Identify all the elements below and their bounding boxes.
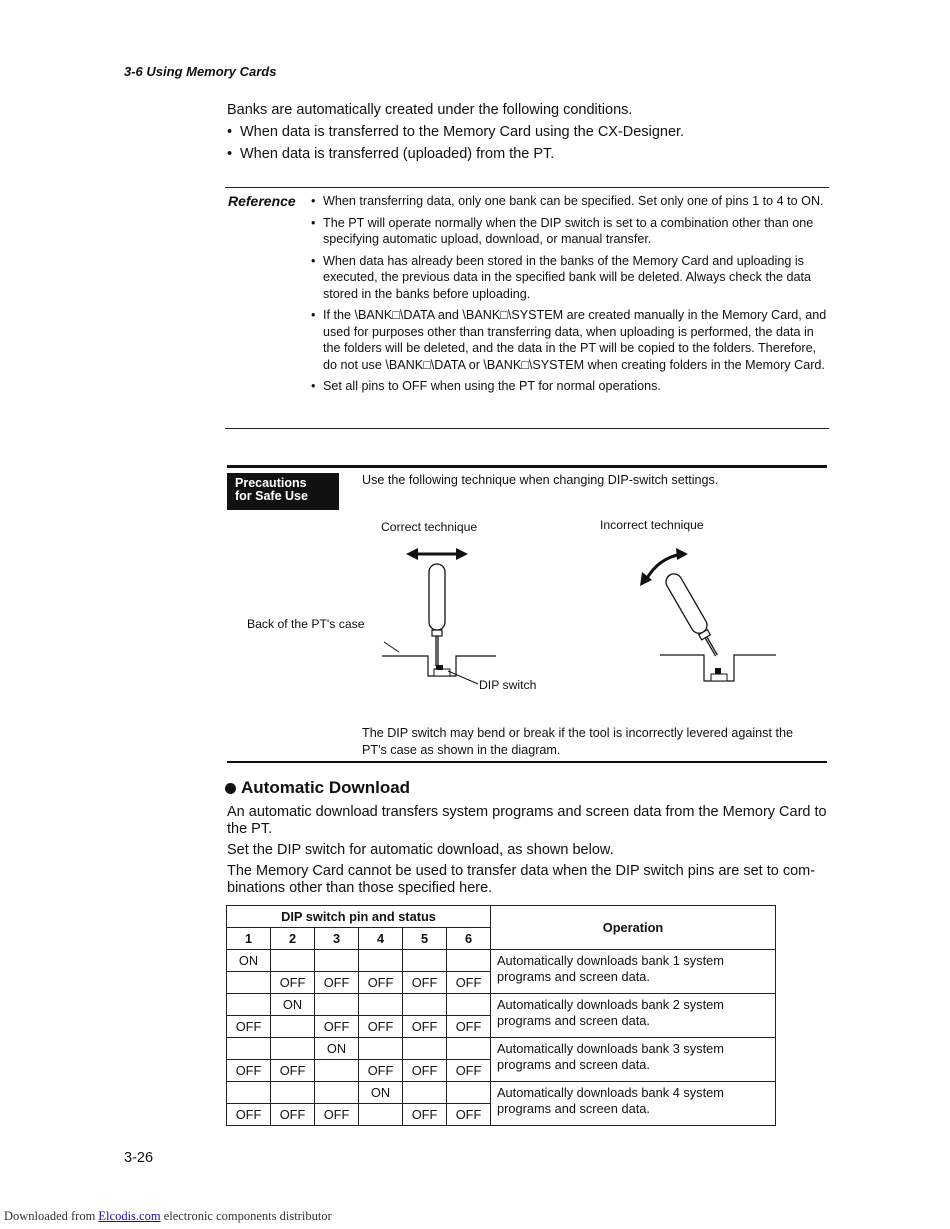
operation-cell: Automatically downloads bank 3 system programs and screen data.: [491, 1038, 776, 1082]
intro-section: [227, 102, 827, 168]
footer-link[interactable]: Elcodis.com: [98, 1209, 161, 1223]
pin-cell: [447, 994, 491, 1016]
pin-cell: ON: [359, 1082, 403, 1104]
pin-cell: ON: [227, 950, 271, 972]
pin-cell: [227, 972, 271, 994]
reference-list: [311, 193, 827, 400]
pin-cell: OFF: [447, 972, 491, 994]
pin-cell: OFF: [271, 1104, 315, 1126]
reference-item: • When data has already been stored in the banks of the Memory Card and uploading is executed, the previous data in the specified bank will be deleted. Always check the data stored in the banks before uploading.: [311, 253, 827, 303]
pin-cell: OFF: [447, 1060, 491, 1082]
pin-cell: [403, 950, 447, 972]
switch-leader-line: [448, 671, 478, 684]
pin-cell: [447, 1082, 491, 1104]
page-number: 3-26: [124, 1150, 154, 1166]
pin-cell: OFF: [447, 1016, 491, 1038]
pin-header: 6: [447, 928, 491, 950]
operation-cell: Automatically downloads bank 1 system programs and screen data.: [491, 950, 776, 994]
pin-cell: [359, 994, 403, 1016]
precautions-label-line2: for Safe Use: [235, 489, 308, 503]
automatic-download-text: [227, 804, 827, 901]
pin-cell: OFF: [359, 972, 403, 994]
screwdriver-icon: [429, 564, 445, 666]
pin-cell: OFF: [315, 972, 359, 994]
pin-cell: OFF: [403, 1060, 447, 1082]
precautions-bottom-rule: [227, 761, 827, 763]
pin-cell: ON: [315, 1038, 359, 1060]
reference-label: Reference: [228, 193, 296, 209]
group-header: DIP switch pin and status: [227, 906, 491, 928]
automatic-download-title: Automatic Download: [241, 778, 411, 797]
pin-header: 2: [271, 928, 315, 950]
pin-cell: OFF: [271, 972, 315, 994]
auto-paragraph: The Memory Card cannot be used to transfer data when the DIP switch pins are set to com-binations other than those specified here.: [227, 863, 816, 896]
pin-cell: OFF: [403, 1104, 447, 1126]
pin-cell: [359, 1104, 403, 1126]
pin-cell: [315, 950, 359, 972]
bullet-dot-icon: [225, 783, 236, 794]
dip-switch-icon: [434, 665, 450, 676]
intro-bullet: • When data is transferred (uploaded) from the PT.: [227, 146, 827, 163]
pin-cell: OFF: [227, 1016, 271, 1038]
dip-switch-table: [226, 905, 776, 1126]
horizontal-arrow-icon: [406, 548, 468, 560]
pin-header: 3: [315, 928, 359, 950]
table-row: [227, 1038, 776, 1060]
download-footer: [4, 1209, 332, 1224]
pin-cell: [227, 994, 271, 1016]
precautions-intro: Use the following technique when changing DIP-switch settings.: [362, 473, 719, 487]
reference-item: • Set all pins to OFF when using the PT for normal operations.: [311, 378, 827, 395]
case-leader-line: [384, 642, 399, 652]
table-row: [227, 1082, 776, 1104]
footer-prefix: Downloaded from: [4, 1209, 96, 1223]
automatic-download-heading: [225, 778, 410, 798]
reference-box: [225, 187, 829, 429]
table-header-row: [227, 906, 776, 928]
correct-technique-caption: Correct technique: [381, 520, 478, 534]
pin-cell: [447, 1038, 491, 1060]
pin-cell: OFF: [227, 1104, 271, 1126]
operation-cell: Automatically downloads bank 2 system programs and screen data.: [491, 994, 776, 1038]
pin-cell: OFF: [359, 1060, 403, 1082]
case-caption: Back of the PT's case: [247, 617, 365, 631]
pin-cell: [315, 994, 359, 1016]
correct-technique-diagram: [370, 540, 510, 690]
operation-cell: Automatically downloads bank 4 system programs and screen data.: [491, 1082, 776, 1126]
reference-item: • When transferring data, only one bank can be specified. Set only one of pins 1 to 4 to ON.: [311, 193, 827, 210]
tilted-screwdriver-icon: [663, 571, 723, 660]
intro-lead: Banks are automatically created under the following conditions.: [227, 102, 633, 118]
pin-cell: OFF: [315, 1016, 359, 1038]
pin-cell: OFF: [447, 1104, 491, 1126]
pin-header: 1: [227, 928, 271, 950]
pin-cell: [359, 950, 403, 972]
pin-cell: [403, 1038, 447, 1060]
pin-cell: [315, 1082, 359, 1104]
pin-cell: OFF: [271, 1060, 315, 1082]
pin-cell: [227, 1038, 271, 1060]
pin-header: 5: [403, 928, 447, 950]
pin-header: 4: [359, 928, 403, 950]
precautions-label-line1: Precautions: [235, 476, 307, 490]
pin-cell: OFF: [359, 1016, 403, 1038]
pin-cell: [227, 1082, 271, 1104]
precautions-label: [227, 473, 339, 510]
pin-cell: [315, 1060, 359, 1082]
auto-paragraph: An automatic download transfers system programs and screen data from the Memory Card to the PT.: [227, 804, 827, 837]
pin-cell: [271, 950, 315, 972]
section-header: 3-6 Using Memory Cards: [124, 64, 277, 79]
reference-item: • If the \BANK□\DATA and \BANK□\SYSTEM are created manually in the Memory Card, and used for purposes other than transferring data, when uploading is performed, the data in the folders will be deleted, and the data in the PT will be copied to the folders. Therefore, do not use \BANK□\DATA or \BANK□\SYSTEM when creating folders in the Memory Card.: [311, 307, 827, 373]
pin-cell: OFF: [315, 1104, 359, 1126]
pin-cell: OFF: [403, 1016, 447, 1038]
table-row: [227, 994, 776, 1016]
incorrect-technique-caption: Incorrect technique: [600, 518, 704, 532]
pin-cell: [359, 1038, 403, 1060]
intro-bullet: • When data is transferred to the Memory Card using the CX-Designer.: [227, 124, 827, 141]
incorrect-technique-diagram: [630, 540, 790, 690]
dip-switch-caption: DIP switch: [479, 678, 537, 692]
reference-item: • The PT will operate normally when the DIP switch is set to a combination other than one specifying automatic upload, download, or manual transfer.: [311, 215, 827, 248]
pin-cell: [447, 950, 491, 972]
pin-cell: ON: [271, 994, 315, 1016]
precautions-top-rule: [227, 465, 827, 468]
dip-switch-icon: [711, 668, 727, 681]
auto-paragraph: Set the DIP switch for automatic download, as shown below.: [227, 842, 614, 858]
operation-header: Operation: [491, 906, 776, 950]
pin-cell: [403, 1082, 447, 1104]
pin-cell: [403, 994, 447, 1016]
pin-cell: [271, 1016, 315, 1038]
precautions-note: The DIP switch may bend or break if the tool is incorrectly levered against the PT's case as shown in the diagram.: [362, 726, 793, 757]
pin-cell: OFF: [227, 1060, 271, 1082]
pin-cell: OFF: [403, 972, 447, 994]
table-row: [227, 950, 776, 972]
pin-cell: [271, 1082, 315, 1104]
pin-cell: [271, 1038, 315, 1060]
footer-suffix: electronic components distributor: [163, 1209, 332, 1223]
